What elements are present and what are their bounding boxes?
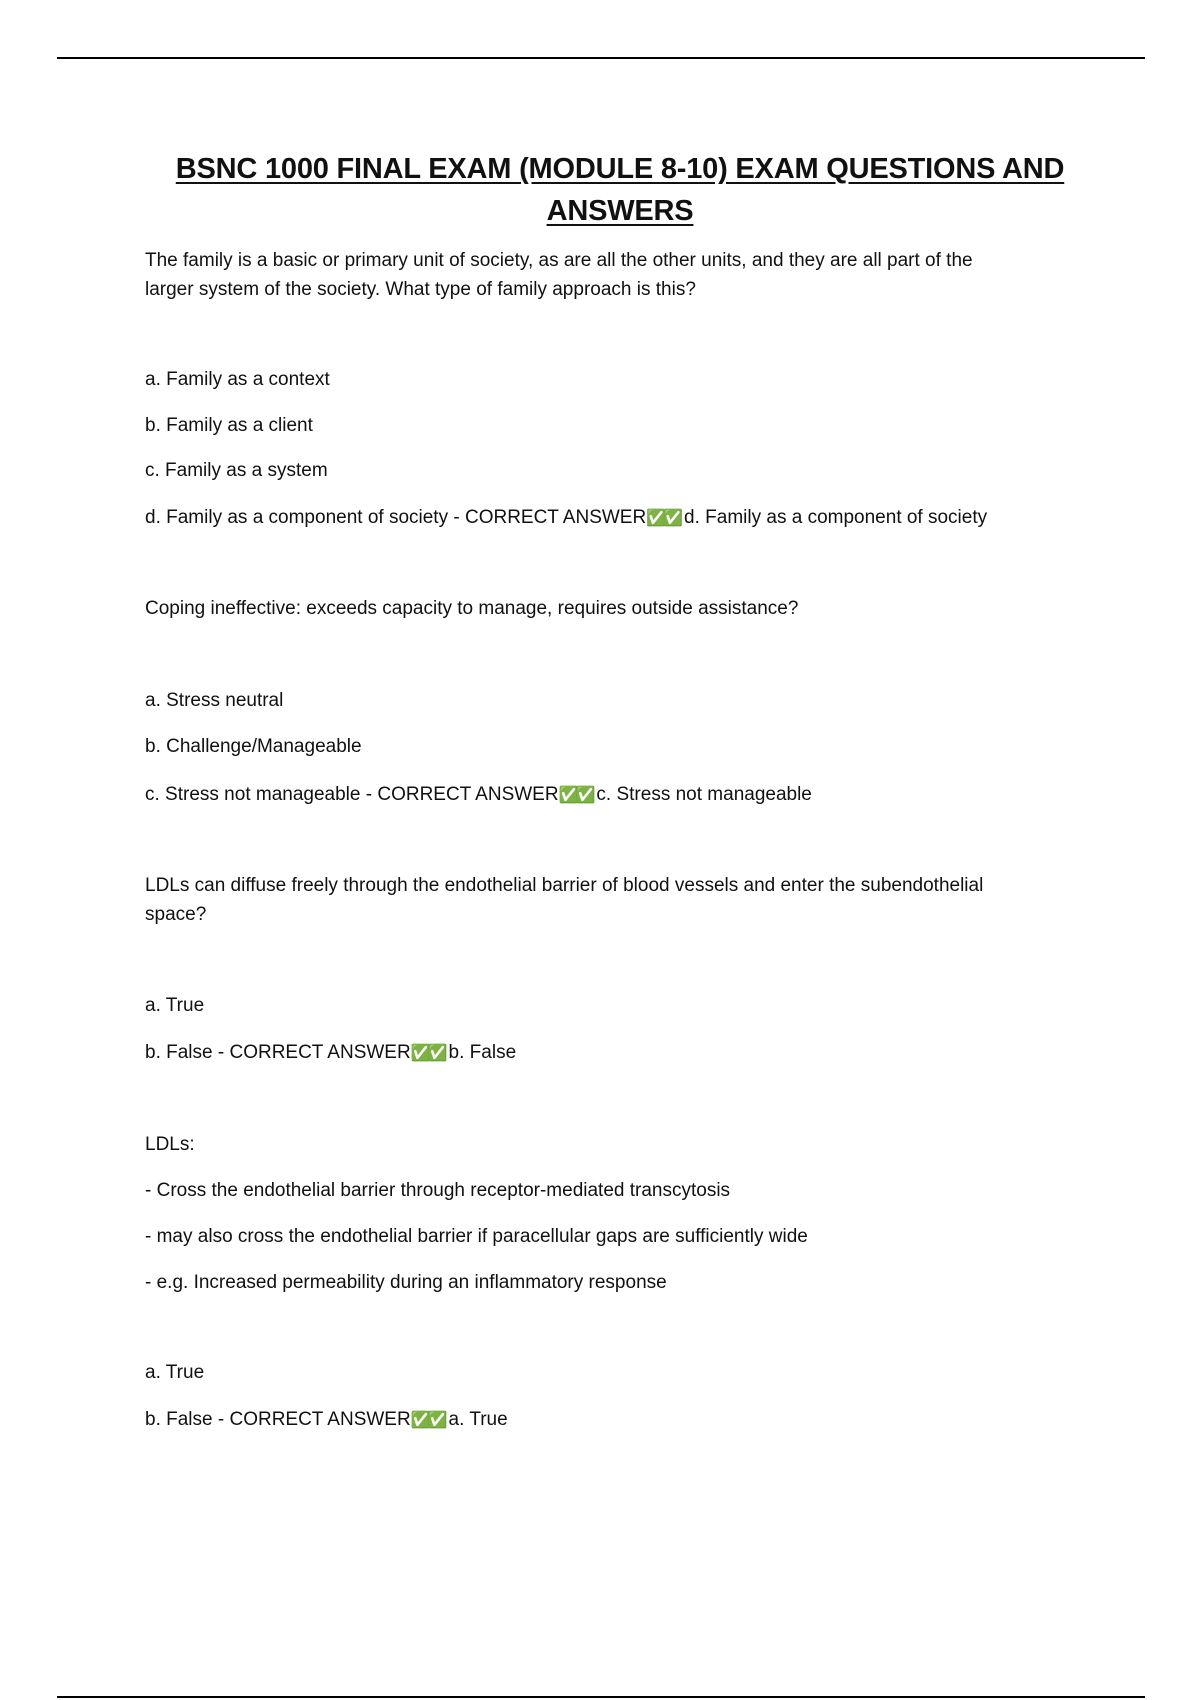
q4-option-a: a. True	[145, 1362, 205, 1383]
q2-option-c	[145, 780, 812, 810]
title-line-2: ANSWERS	[546, 195, 694, 227]
q1-option-c: c. Family as a system	[145, 460, 328, 481]
check-mark-icon: ✅✅	[410, 1045, 445, 1062]
q2-answer: c. Stress not manageable	[596, 784, 812, 805]
q2-option-c-text: c. Stress not manageable - CORRECT ANSWER	[145, 784, 559, 805]
top-rule	[57, 57, 1145, 59]
q4-stem-line-3: - may also cross the endothelial barrier if paracellular gaps are sufficiently wide	[145, 1226, 808, 1247]
q4-answer: a. True	[448, 1409, 508, 1430]
q4-option-b	[145, 1405, 508, 1435]
q4-option-b-text: b. False - CORRECT ANSWER	[145, 1409, 411, 1430]
q2-option-b: b. Challenge/Manageable	[145, 736, 362, 757]
q3-option-b	[145, 1038, 516, 1068]
q1-option-b: b. Family as a client	[145, 415, 313, 436]
q1-stem-line-1: The family is a basic or primary unit of society, as are all the other units, and they are all part of the	[145, 250, 973, 271]
q1-stem-line-2: larger system of the society. What type of family approach is this?	[145, 279, 696, 300]
check-mark-icon: ✅✅	[410, 1412, 445, 1429]
document-title	[150, 148, 1090, 232]
q3-answer: b. False	[448, 1042, 517, 1063]
q4-stem-line-4: - e.g. Increased permeability during an inflammatory response	[145, 1272, 667, 1293]
q3-stem-line-2: space?	[145, 904, 207, 925]
q3-option-b-text: b. False - CORRECT ANSWER	[145, 1042, 411, 1063]
check-mark-icon: ✅✅	[646, 510, 681, 527]
q1-option-d	[145, 503, 987, 533]
q4-stem-line-2: - Cross the endothelial barrier through receptor-mediated transcytosis	[145, 1180, 731, 1201]
title-line-1: BSNC 1000 FINAL EXAM (MODULE 8-10) EXAM QUESTIONS AND	[175, 153, 1065, 185]
q3-option-a: a. True	[145, 995, 205, 1016]
q2-option-a: a. Stress neutral	[145, 690, 284, 711]
q1-option-d-text: d. Family as a component of society - CORRECT ANSWER	[145, 507, 647, 528]
q1-option-a: a. Family as a context	[145, 369, 330, 390]
q3-stem-line-1: LDLs can diffuse freely through the endothelial barrier of blood vessels and enter the subendothelial	[145, 875, 984, 896]
bottom-rule	[57, 1696, 1145, 1698]
q4-stem-line-1: LDLs:	[145, 1134, 195, 1155]
q2-stem-line-1: Coping ineffective: exceeds capacity to manage, requires outside assistance?	[145, 598, 799, 619]
q1-answer: d. Family as a component of society	[684, 507, 988, 528]
check-mark-icon: ✅✅	[558, 787, 593, 804]
